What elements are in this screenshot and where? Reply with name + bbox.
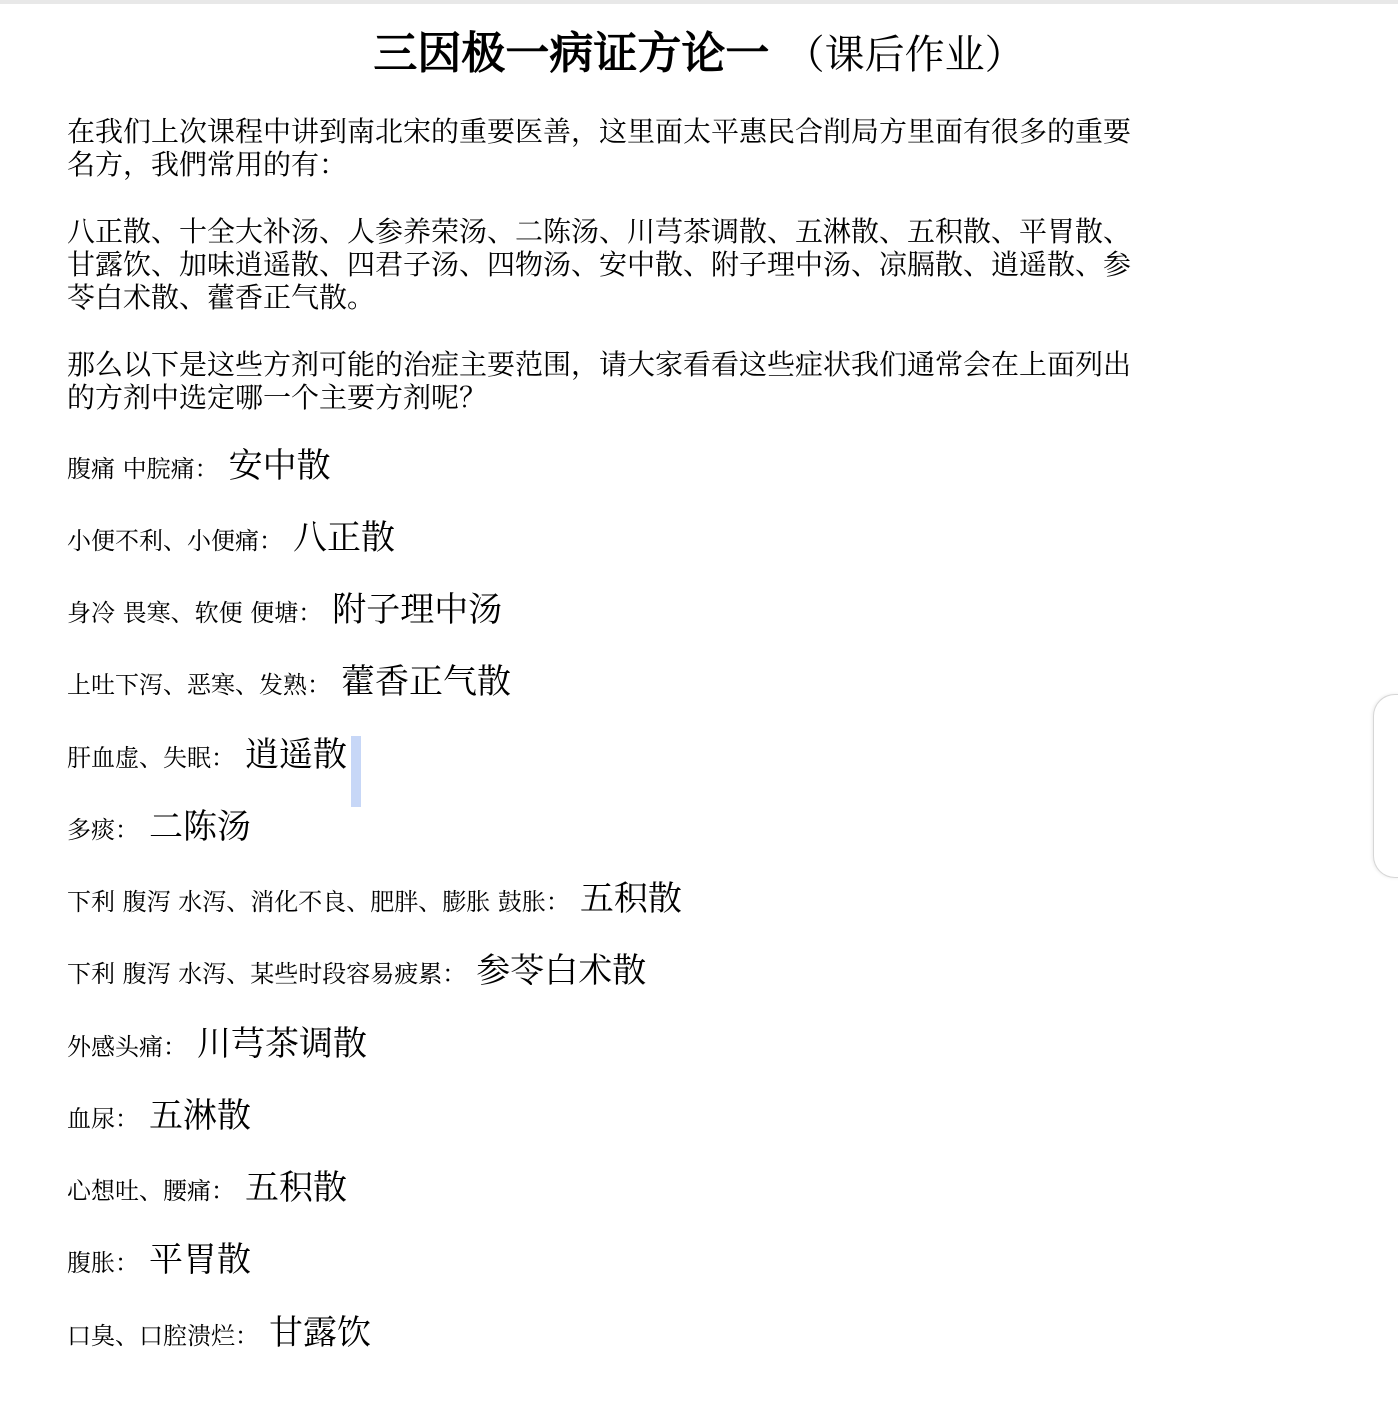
side-panel-handle[interactable]	[1373, 694, 1398, 878]
qa-row[interactable]	[67, 590, 502, 640]
qa-answer: 二陈汤	[149, 807, 251, 847]
title-main: 三因极一病证方论一	[373, 28, 770, 79]
qa-answer: 安中散	[228, 446, 331, 486]
qa-answer: 五积散	[245, 1168, 347, 1208]
qa-answer: 参苓白术散	[476, 951, 647, 991]
qa-answer: 附子理中汤	[332, 590, 503, 630]
qa-answer: 甘露饮	[269, 1313, 371, 1353]
qa-answer: 平胃散	[149, 1240, 251, 1280]
qa-row[interactable]	[67, 879, 682, 929]
qa-row[interactable]	[67, 1313, 371, 1363]
qa-symptom: 外感头痛：	[67, 1033, 187, 1061]
title-subtitle: （课后作业）	[784, 32, 1025, 78]
qa-symptom: 小便不利、小便痛：	[67, 527, 283, 555]
qa-answer: 川芎茶调散	[197, 1024, 367, 1064]
qa-symptom: 多痰：	[67, 816, 139, 844]
qa-row[interactable]	[67, 1096, 251, 1146]
qa-answer: 八正散	[293, 518, 395, 558]
qa-answer: 五淋散	[149, 1096, 251, 1136]
text-cursor-selection	[351, 736, 361, 807]
top-edge	[0, 0, 1398, 4]
qa-symptom: 腹胀：	[67, 1249, 139, 1277]
qa-answer: 逍遥散	[245, 735, 347, 775]
qa-symptom: 腹痛 中脘痛：	[67, 455, 219, 483]
qa-row[interactable]	[67, 518, 395, 568]
qa-row[interactable]	[67, 1024, 367, 1074]
qa-row[interactable]	[67, 807, 251, 857]
document-title	[0, 26, 1398, 83]
qa-symptom: 下利 腹泻 水泻、消化不良、肥胖、膨胀 鼓胀：	[67, 888, 570, 916]
qa-symptom: 肝血虚、失眠：	[67, 744, 235, 772]
qa-row[interactable]	[67, 1168, 347, 1218]
qa-symptom: 心想吐、腰痛：	[67, 1177, 235, 1205]
qa-symptom: 下利 腹泻 水泻、某些时段容易疲累：	[67, 960, 467, 988]
qa-symptom: 血尿：	[67, 1105, 139, 1133]
qa-symptom: 口臭、口腔溃烂：	[67, 1322, 259, 1350]
qa-symptom: 上吐下泻、恶寒、发熟：	[67, 671, 331, 699]
qa-row[interactable]	[67, 951, 646, 1001]
qa-answer: 五积散	[579, 879, 682, 919]
intro-paragraph[interactable]: 在我们上次课程中讲到南北宋的重要医善，这里面太平惠民合削局方里面有很多的重要名方，我們常用的有：	[67, 115, 1132, 181]
qa-symptom: 身冷 畏寒、软便 便塘：	[67, 599, 323, 627]
formula-list-paragraph[interactable]: 八正散、十全大补汤、人参养荣汤、二陈汤、川芎茶调散、五淋散、五积散、平胃散、甘露饮、加味逍遥散、四君子汤、四物汤、安中散、附子理中汤、凉膈散、逍遥散、参苓白术散、藿香正气散。	[67, 215, 1132, 314]
question-paragraph[interactable]: 那么以下是这些方剂可能的治症主要范围，请大家看看这些症状我们通常会在上面列出的方剂中选定哪一个主要方剂呢？	[67, 348, 1132, 414]
qa-row[interactable]	[67, 1240, 251, 1290]
qa-answer: 藿香正气散	[341, 662, 511, 702]
qa-row[interactable]	[67, 735, 347, 785]
qa-row[interactable]	[67, 446, 331, 496]
qa-row[interactable]	[67, 662, 511, 712]
